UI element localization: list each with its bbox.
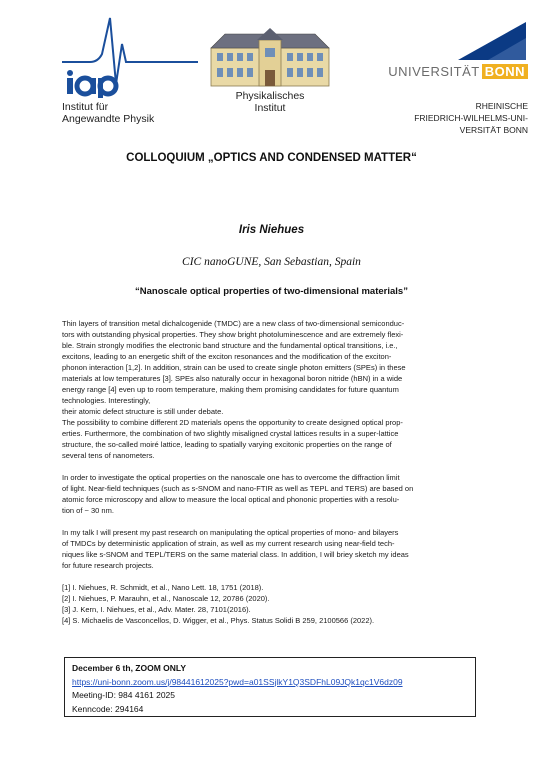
abstract-line: Thin layers of transition metal dichalcogenide (TMDC) are a new class of two-dimensional semiconduc- xyxy=(62,319,405,328)
reference-item: [4] S. Michaelis de Vasconcellos, D. Wigger, et al., Phys. Status Solidi B 259, 2100566 (2022). xyxy=(62,616,375,625)
bonn-subtitle-line1: RHEINISCHE xyxy=(475,101,528,111)
colloquium-title: COLLOQUIUM „OPTICS AND CONDENSED MATTER“ xyxy=(126,152,417,164)
pi-name-line2: Institut xyxy=(254,102,286,114)
bonn-wordmark-uni: UNIVERSITÄT xyxy=(388,64,480,79)
iap-wave-icon xyxy=(60,14,200,98)
abstract-line: energy range [4] even up to room temperature, making them promising candidates for future quantum xyxy=(62,385,399,394)
abstract-line: tion of ~ 30 nm. xyxy=(62,506,114,515)
abstract-line: several tens of nanometers. xyxy=(62,451,155,460)
abstract-line: materials at low temperatures [3]. SPEs also naturally occur in hexagonal boron nitride (hBN) in a wide xyxy=(62,374,403,383)
speaker-affiliation: CIC nanoGUNE, San Sebastian, Spain xyxy=(182,256,361,268)
abstract-line: for future research projects. xyxy=(62,561,154,570)
zoom-link[interactable]: https://uni-bonn.zoom.us/j/98441612025?pwd=a01SSjlkY1Q3SDFhL09JQk1qc1V6dz09 xyxy=(72,676,403,687)
abstract-line: erties. Furthermore, the combination of two slightly misaligned crystal lattices results in a super-lattice xyxy=(62,429,399,438)
pi-name-line1: Physikalisches xyxy=(235,90,305,102)
reference-item: [1] I. Niehues, R. Schmidt, et al., Nano Lett. 18, 1751 (2018). xyxy=(62,583,264,592)
abstract-line: of TMDCs by deterministic application of strain, as well as my current research using near-field tech- xyxy=(62,539,395,548)
kenncode: Kenncode: 294164 xyxy=(72,703,144,714)
meeting-info-box xyxy=(64,657,476,717)
iap-name-line2: Angewandte Physik xyxy=(62,113,155,125)
abstract-line: of light. Near-field techniques (such as s-SNOM and nano-FTIR as well as TEPL and TERS) are based on xyxy=(62,484,414,493)
bonn-subtitle-line2: FRIEDRICH-WILHELMS-UNI- xyxy=(414,113,528,123)
meeting-id: Meeting-ID: 984 4161 2025 xyxy=(72,690,176,700)
uni-bonn-logo xyxy=(368,20,528,135)
speaker-name: Iris Niehues xyxy=(238,224,305,236)
building-icon xyxy=(205,26,335,88)
abstract-line: The possibility to combine different 2D materials opens the opportunity to create designed optical prop- xyxy=(62,418,403,427)
bonn-triangle-icon xyxy=(368,20,528,64)
iap-name xyxy=(62,101,154,125)
bonn-subtitle-line3: VERSITÄT BONN xyxy=(459,125,528,135)
abstract-line: tors with outstanding physical properties. They show bright photoluminescence and are extremely flexi- xyxy=(62,330,404,339)
abstract xyxy=(62,318,474,626)
physikalisches-institut-logo xyxy=(205,26,335,126)
talk-title: “Nanoscale optical properties of two-dimensional materials” xyxy=(135,286,408,297)
abstract-line: niques like s-SNOM and TEPL/TERS on the same material class. In addition, I will briey sketch my ideas xyxy=(62,550,409,559)
references xyxy=(62,582,474,626)
iap-logo xyxy=(60,14,200,125)
bonn-wordmark xyxy=(388,64,528,79)
abstract-line: ble. Strain strongly modifies the electronic band structure and the fundamental optical transitions, i.e., xyxy=(62,341,398,350)
bonn-wordmark-bonn: BONN xyxy=(482,64,528,79)
abstract-line: structure, the so-called moiré lattice, leading to spatially varying excitonic properties on the range of xyxy=(62,440,392,449)
reference-item: [3] J. Kern, I. Niehues, et al., Adv. Mater. 28, 7101(2016). xyxy=(62,605,251,614)
pi-name xyxy=(205,90,335,114)
abstract-line: atomic force microscopy and allow to measure the local optical and phononic properties with a resolu- xyxy=(62,495,400,504)
abstract-paragraph-3 xyxy=(62,472,474,516)
iap-name-line1: Institut für xyxy=(62,101,109,113)
abstract-line: In order to investigate the optical properties on the nanoscale one has to overcome the diffraction limit xyxy=(62,473,400,482)
meeting-date: December 6 th, ZOOM ONLY xyxy=(72,663,186,673)
abstract-line: In my talk I will present my past research on manipulating the optical properties of mono- and bilayers xyxy=(62,528,399,537)
bonn-subtitle xyxy=(414,100,528,136)
abstract-line: excitons, leading to an energetic shift of the exciton resonances and the modification of the exciton- xyxy=(62,352,392,361)
abstract-paragraph-4 xyxy=(62,527,474,571)
reference-item: [2] I. Niehues, P. Marauhn, et al., Nanoscale 12, 20786 (2020). xyxy=(62,594,270,603)
abstract-line: technologies. Interestingly, xyxy=(62,396,151,405)
iap-letters-icon xyxy=(67,70,116,98)
abstract-line: their atomic defect structure is still under debate. xyxy=(62,407,224,416)
abstract-line: phonon interaction [1,2]. In addition, strain can be used to create single photon emitters (SPEs) in these xyxy=(62,363,406,372)
abstract-paragraph-1 xyxy=(62,318,474,461)
